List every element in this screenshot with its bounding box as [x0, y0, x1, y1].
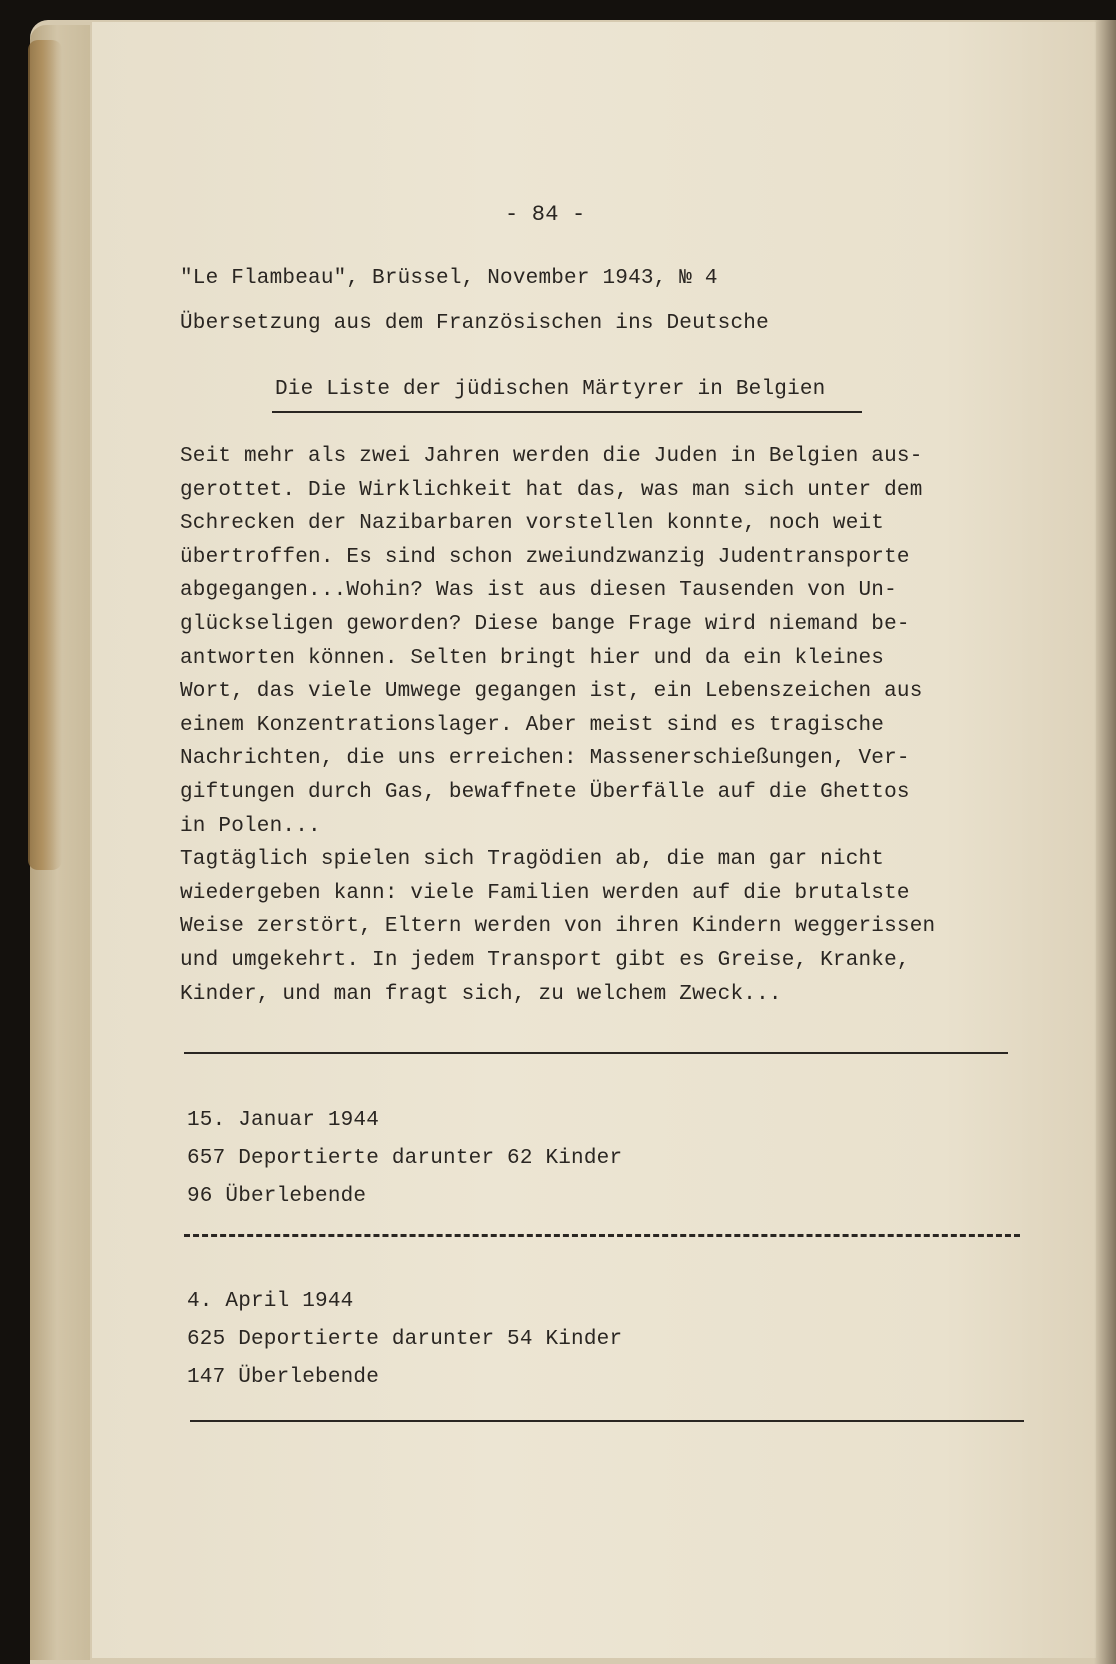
body-line: Seit mehr als zwei Jahren werden die Juden in Belgien aus- [180, 445, 923, 468]
entry-deported: 625 Deportierte darunter 54 Kinder [187, 1328, 623, 1351]
document-heading: Die Liste der jüdischen Märtyrer in Belgien [275, 378, 826, 401]
list-entry [187, 1283, 622, 1397]
entry-survivors: 96 Überlebende [187, 1185, 367, 1208]
body-line: übertroffen. Es sind schon zweiundzwanzig Judentransporte [180, 545, 910, 569]
body-text [180, 440, 935, 1011]
body-line: und umgekehrt. In jedem Transport gibt es Greise, Kranke, [180, 948, 910, 972]
body-line: Nachrichten, die uns erreichen: Massenerschießungen, Ver- [180, 747, 910, 771]
spine-shadow [1094, 20, 1116, 1664]
body-line: Tagtäglich spielen sich Tragödien ab, die man gar nicht [180, 848, 885, 872]
entry-date: 4. April 1944 [187, 1290, 354, 1313]
page-number: - 84 - [505, 202, 586, 227]
body-line: antworten können. Selten bringt hier und da ein kleines [180, 646, 885, 670]
heading-underline [272, 411, 862, 413]
body-line: einem Konzentrationslager. Aber meist sind es tragische [180, 713, 885, 737]
body-line: giftungen durch Gas, bewaffnete Überfälle auf die Ghettos [180, 780, 910, 804]
body-line: abgegangen...Wohin? Was ist aus diesen Tausenden von Un- [180, 579, 897, 603]
entry-date: 15. Januar 1944 [187, 1109, 380, 1132]
dashed-divider [184, 1234, 1020, 1237]
body-line: Wort, das viele Umwege gegangen ist, ein Lebenszeichen aus [180, 680, 923, 704]
body-line: wiedergeben kann: viele Familien werden auf die brutalste [180, 881, 910, 905]
body-line: Schrecken der Nazibarbaren vorstellen konnte, noch weit [180, 512, 885, 536]
source-line: "Le Flambeau", Brüssel, November 1943, № 4 [180, 267, 718, 290]
translation-note: Übersetzung aus dem Französischen ins Deutsche [180, 312, 769, 335]
section-divider [184, 1052, 1008, 1054]
entry-deported: 657 Deportierte darunter 62 Kinder [187, 1147, 623, 1170]
body-line: Kinder, und man fragt sich, zu welchem Zweck... [180, 982, 782, 1006]
body-line: Weise zerstört, Eltern werden von ihren Kindern weggerissen [180, 915, 936, 939]
body-line: glückseligen geworden? Diese bange Frage wird niemand be- [180, 612, 910, 636]
entry-survivors: 147 Überlebende [187, 1366, 380, 1389]
water-stain [28, 40, 62, 870]
list-entry [187, 1102, 622, 1216]
body-line: gerottet. Die Wirklichkeit hat das, was man sich unter dem [180, 478, 923, 502]
bottom-divider [190, 1420, 1024, 1422]
body-line: in Polen... [180, 814, 321, 838]
